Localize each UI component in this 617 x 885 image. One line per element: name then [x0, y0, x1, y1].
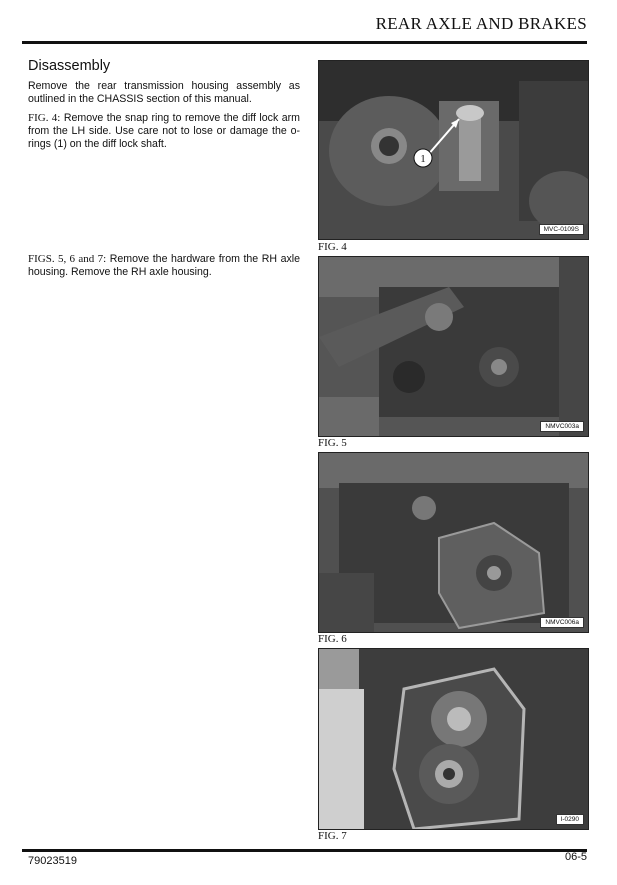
figure-7-tag: I-0290 [556, 814, 584, 825]
figure-4-photo [318, 60, 589, 240]
fig4-reference: FIG. 4: [28, 112, 61, 124]
figure-6-tag: NMVC006a [540, 617, 584, 628]
figure-4-tag: MVC-0109S [539, 224, 584, 235]
figure-7-caption: FIG. 7 [318, 830, 347, 842]
figure-5-illustration [319, 257, 589, 437]
figure-6-caption: FIG. 6 [318, 633, 347, 645]
figure-6-photo [318, 452, 589, 633]
page-number: 06-5 [564, 851, 587, 863]
text-column [28, 58, 300, 157]
figs567-reference: FIGS. 5, 6 and 7: [28, 253, 107, 265]
page-header-title: REAR AXLE AND BRAKES [375, 14, 587, 33]
paragraph-intro: Remove the rear transmission housing assembly as outlined in the CHASSIS section of this manual. [28, 80, 300, 105]
paragraph-fig4 [28, 112, 300, 151]
figure-6-illustration [319, 453, 589, 633]
section-title: Disassembly [28, 58, 111, 74]
figure-4-caption: FIG. 4 [318, 241, 347, 253]
figure-5-caption: FIG. 5 [318, 437, 347, 449]
document-number: 79023519 [28, 855, 77, 867]
text-block-figs567 [28, 253, 300, 285]
header-rule [22, 41, 587, 44]
paragraph-figs567 [28, 253, 300, 279]
footer-rule [22, 849, 587, 852]
figure-4-illustration [319, 61, 589, 240]
figure-7-photo [318, 648, 589, 830]
figure-7-illustration [319, 649, 589, 830]
fig4-instruction: Remove the snap ring to remove the diff lock arm from the LH side. Use care not to lose or damage the o-rings (1) on the diff lock shaft. [28, 112, 301, 150]
figs567-instruction: Remove the hardware from the RH axle housing. Remove the RH axle housing. [28, 253, 301, 278]
figure-4-callout: 1 [420, 153, 426, 165]
figure-5-tag: NMVC003a [540, 421, 584, 432]
figure-5-photo [318, 256, 589, 437]
